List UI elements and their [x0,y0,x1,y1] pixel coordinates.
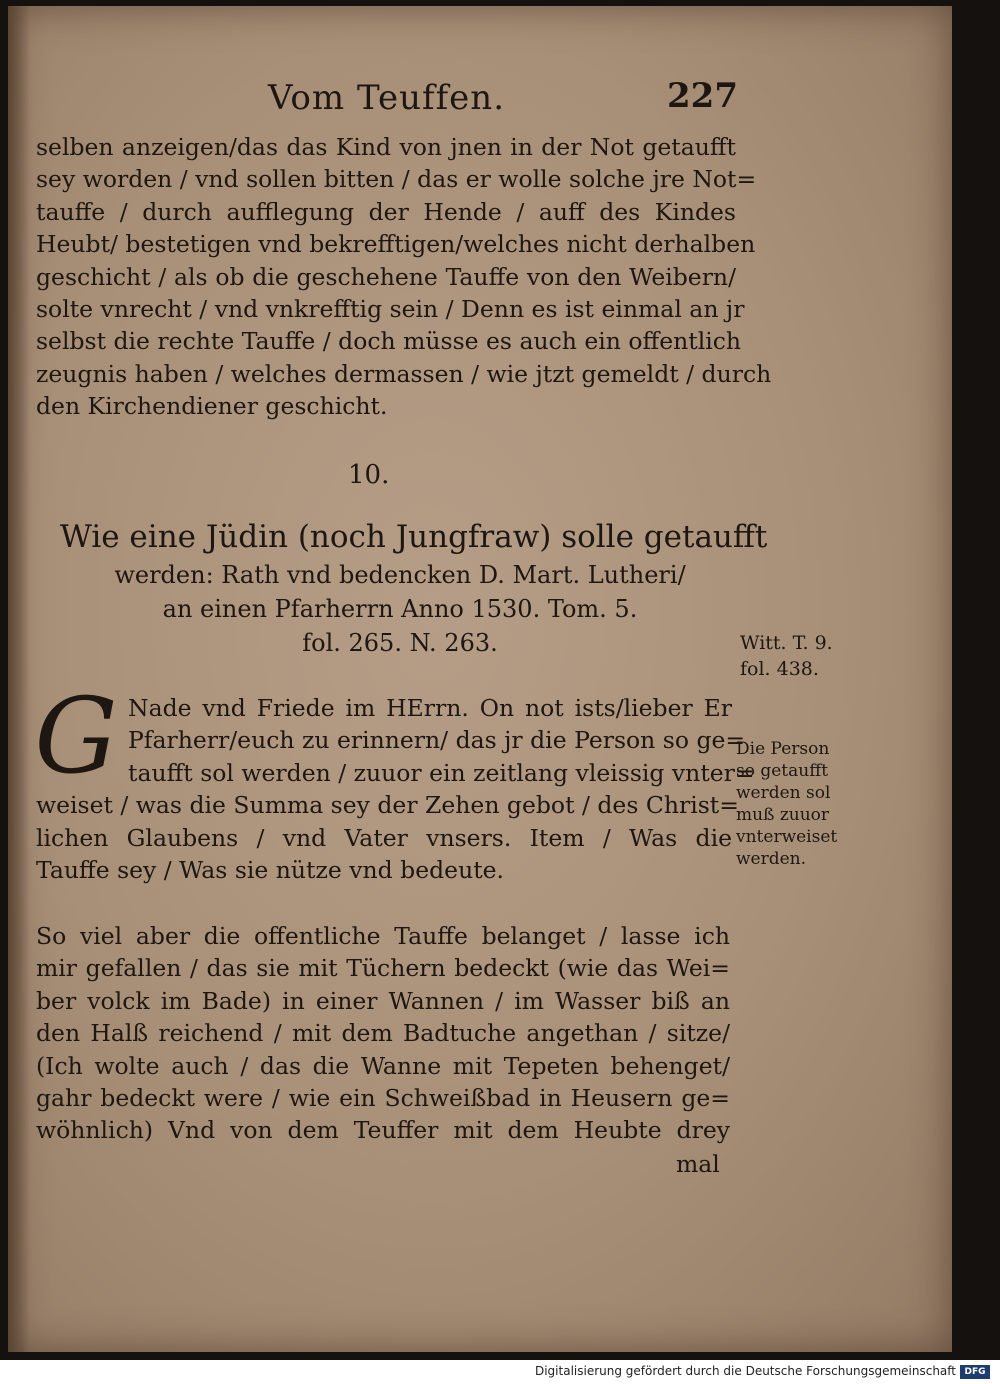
text-line: Pfarherr/euch zu erinnern/ das jr die Person so ge= [128,726,746,755]
text-line: selbst die rechte Tauffe / doch müsse es auch ein offentlich [36,327,742,356]
text-line: geschicht / als ob die geschehene Tauffe von den Weibern/ [36,262,736,291]
text-line: lichen Glaubens / vnd Vater vnsers. Item / Was die [36,823,732,852]
text-line: Tauffe sey / Was sie nütze vnd bedeute. [36,856,505,885]
page-header [268,78,738,122]
text-line: ber volck im Bade) in einer Wannen / im Wasser biß an [36,986,730,1015]
text-line: tauffe / durch aufflegung der Hende / auff des Kindes [36,197,736,226]
text-line: wöhnlich) Vnd von dem Teuffer mit dem Heubte drey [36,1116,730,1145]
page-gutter-shadow [8,6,30,1352]
text-line: selben anzeigen/das das Kind von jnen in der Not getaufft [36,133,736,161]
drop-cap: G [34,675,118,797]
margin-note-line: vnterweiset [736,827,838,847]
margin-note-line: muß zuuor [736,805,830,825]
text-line: den Halß reichend / mit dem Badtuche angethan / sitze/ [36,1019,730,1048]
text-line: gahr bedeckt were / wie ein Schweißbad in Heusern ge= [36,1084,730,1113]
paragraph-continuation [36,131,772,423]
margin-note-line: Die Person [736,739,830,759]
heading-line: an einen Pfarherrn Anno 1530. Tom. 5. [162,595,638,623]
funding-credit: Digitalisierung gefördert durch die Deutsche Forschungsgemeinschaft [534,1364,956,1378]
text-line: den Kirchendiener geschicht. [36,392,388,421]
text-line: Heubt/ bestetigen vnd bekrefftigen/welches nicht derhalben [36,230,756,259]
dfg-logo: DFG [960,1365,990,1379]
page-number: 227 [667,76,738,116]
text-line: taufft sol werden / zuuor ein zeitlang vleissig vnter= [128,758,755,787]
text-line: solte vnrecht / vnd vnkrefftig sein / Denn es ist einmal an jr [36,295,745,324]
section-heading [60,516,768,660]
margin-note-line: werden sol [736,783,831,803]
margin-note-reference [740,630,833,682]
text-line: So viel aber die offentliche Tauffe belanget / lasse ich [36,922,730,950]
catchword: mal [676,1150,720,1178]
heading-line: fol. 265. N. 263. [302,629,498,657]
text-line: weiset / was die Summa sey der Zehen gebot / des Christ= [36,791,739,820]
margin-note-line: Witt. T. 9. [740,632,833,654]
margin-note-line: fol. 438. [740,658,819,680]
margin-note-line: so getaufft [736,761,829,781]
paragraph-baptism [36,920,730,1147]
text-line: mir gefallen / das sie mit Tüchern bedeckt (wie das Wei= [36,954,730,983]
text-line: Nade vnd Friede im HErrn. On not ists/lieber Er [128,694,732,722]
text-line: sey worden / vnd sollen bitten / das er wolle solche jre Not= [36,165,757,194]
paragraph-letter [36,692,755,886]
margin-note-line: werden. [736,849,807,869]
text-line: (Ich wolte auch / das die Wanne mit Tepeten behenget/ [36,1051,730,1080]
text-line: zeugnis haben / welches dermassen / wie jtzt gemeldt / durch [36,359,772,388]
running-title: Vom Teuffen. [268,78,506,118]
heading-line: werden: Rath vnd bedencken D. Mart. Lutheri/ [114,561,686,589]
heading-line: Wie eine Jüdin (noch Jungfraw) solle getaufft [60,519,768,555]
section-number: 10. [348,460,390,490]
